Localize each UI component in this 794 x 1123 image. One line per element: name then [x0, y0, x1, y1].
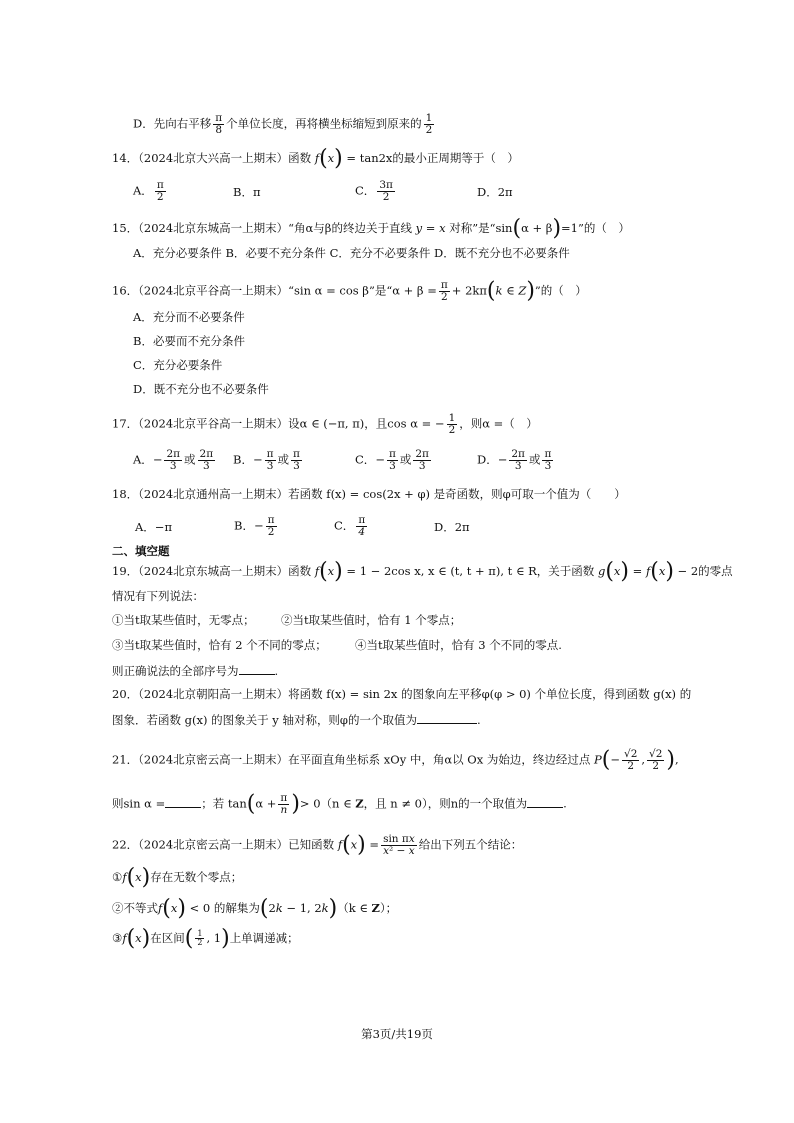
q16-option-d: D．既不充分也不必要条件	[133, 382, 269, 396]
q18-option-c: C． $\frac{\pi}{4}$	[334, 514, 366, 539]
q16-option-b: B．必要而不充分条件	[133, 334, 245, 348]
q22-conclusion-3: ③f(x)在区间( $\frac{1}{2}$ , 1)上单调递减；	[112, 926, 299, 952]
q18-stem: 18．（2024北京通州高一上期末）若函数 f(x) = cos(2x + φ) 是奇函数，则φ可取一个值为（ ）	[112, 487, 626, 501]
q17-option-d: D．− $\frac{2\pi}{3}$ 或 $\frac{\pi}{3}$	[477, 448, 552, 473]
q21-line2: 则sin α = ；若 tan(α + $\frac{\pi}{n}$ )> 0（n ∈ Z，且 n ≠ 0），则n的一个取值为 .	[112, 791, 567, 817]
q19-statement-2: ②当t取某些值时，恰有 1 个零点；	[281, 613, 462, 627]
q16-stem: 16．（2024北京平谷高一上期末）“sin α = cos β”是“α + β = $\frac{\pi}{2}$ + 2kπ(k ∈ Z)”的（ ）	[112, 278, 587, 304]
q18-option-b: B．− $\frac{\pi}{2}$	[234, 514, 275, 539]
q14-option-b: B．π	[233, 185, 261, 199]
q14-option-a: A． $\frac{\pi}{2}$	[133, 179, 164, 204]
q18-option-d: D．2π	[434, 520, 470, 534]
q22-conclusion-1: ①f(x)存在无数个零点；	[112, 865, 243, 890]
q15-options: A．充分必要条件 B．必要不充分条件 C．充分不必要条件 D．既不充分也不必要条件	[133, 246, 570, 260]
q19-ask: 则正确说法的全部序号为 .	[112, 664, 279, 678]
q17-option-b: B．− $\frac{\pi}{3}$ 或 $\frac{\pi}{3}$	[233, 448, 300, 473]
q19-stem: 19．（2024北京东城高一上期末）函数 f(x) = 1 − 2cos x, x ∈ (t, t + π), t ∈ R，关于函数 g(x) = f(x) − 2的零点	[112, 559, 733, 584]
q16-option-a: A．充分而不必要条件	[133, 310, 245, 324]
q19-statement-1: ①当t取某些值时，无零点；	[112, 613, 255, 627]
q13-option-d: D．先向右平移 $\frac{\pi}{8}$ 个单位长度，再将横坐标缩短到原来的 $\frac{1}{2}$	[133, 112, 433, 137]
section-fill-in-blank: 二、填空题	[112, 544, 170, 558]
q17-option-c: C．− $\frac{\pi}{3}$ 或 $\frac{2\pi}{3}$	[355, 448, 429, 473]
q20-line2: 图象．若函数 g(x) 的图象关于 y 轴对称，则φ的一个取值为 .	[112, 713, 481, 727]
q18-option-a: A．−π	[135, 520, 172, 534]
q17-stem: 17．（2024北京平谷高一上期末）设α ∈ (−π, π)，且cos α = − $\frac{1}{2}$ ，则α =（ ）	[112, 412, 538, 437]
q19-statement-4: ④当t取某些值时，恰有 3 个不同的零点.	[355, 638, 562, 652]
q20-stem: 20．（2024北京朝阳高一上期末）将函数 f(x) = sin 2x 的图象向左平移φ(φ > 0) 个单位长度，得到函数 g(x) 的	[112, 687, 692, 701]
q22-conclusion-2: ②不等式f(x) < 0 的解集为(2k − 1, 2k)（k ∈ Z）；	[112, 896, 398, 921]
q19-line2: 情况有下列说法：	[112, 589, 204, 603]
q16-option-c: C．充分必要条件	[133, 358, 223, 372]
q21-stem: 21．（2024北京密云高一上期末）在平面直角坐标系 xOy 中，角α以 Ox 为始边，终边经过点 P(− $\frac{√2}{2}$ , $\frac{√2}{2}$ ),	[112, 747, 679, 773]
q14-stem: 14．（2024北京大兴高一上期末）函数 f(x) = tan2x的最小正周期等于（ ）	[112, 146, 519, 171]
q15-stem: 15．（2024北京东城高一上期末）“角α与β的终边关于直线 y = x 对称”是“sin(α + β)=1”的（ ）	[112, 216, 630, 241]
q19-statement-3: ③当t取某些值时，恰有 2 个不同的零点；	[112, 638, 327, 652]
q17-option-a: A．− $\frac{2\pi}{3}$ 或 $\frac{2\pi}{3}$	[133, 448, 214, 473]
q14-option-d: D．2π	[477, 185, 513, 199]
q14-option-c: C． $\frac{3\pi}{2}$	[355, 179, 393, 204]
page-footer: 第3页/共19页	[361, 1027, 433, 1041]
q22-stem: 22．（2024北京密云高一上期末）已知函数 f(x) = $\frac{\text{sin πx}}{\text{x² − x}}$ 给出下列五个结论：	[112, 832, 523, 858]
